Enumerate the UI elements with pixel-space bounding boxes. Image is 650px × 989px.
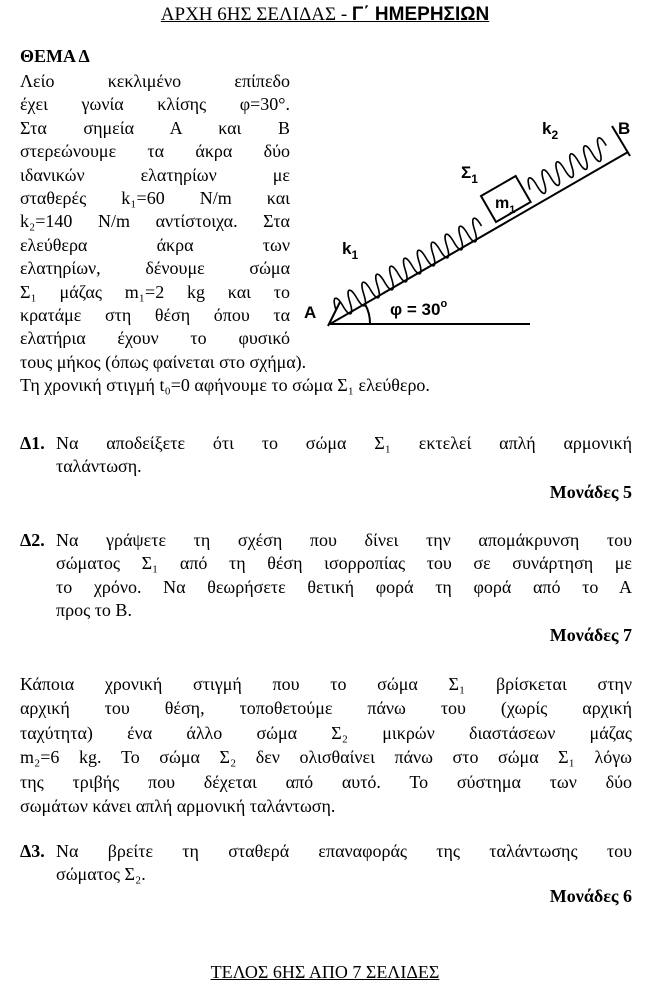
theme-title: ΘΕΜΑ Δ xyxy=(20,46,90,66)
intro-line: ελατηρίων, δένουμε σώμα xyxy=(20,258,290,279)
intro-line: στερεώνουμε τα άκρα δύο xyxy=(20,141,290,162)
question-d1 xyxy=(20,432,632,479)
intro-line: Σ₁ μάζας m₁=2 kg και το xyxy=(20,281,290,302)
intro-tail-line: τους μήκος (όπως φαίνεται στο σχήμα). xyxy=(20,352,307,372)
inclined-plane-figure xyxy=(300,112,640,332)
paragraph-line: σωμάτων κάνει απλή αρμονική ταλάντωση. xyxy=(20,796,336,817)
marks-d3: Μονάδες 6 xyxy=(549,886,632,906)
header-left: ΑΡΧΗ 6ΗΣ ΣΕΛΙΔΑΣ - xyxy=(160,4,352,25)
intro-line: ελεύθερα άκρα των xyxy=(20,234,290,255)
intro-line: Λείο κεκλιμένο επίπεδο xyxy=(20,71,290,91)
intro-line: ιδανικών ελατηρίων με xyxy=(20,164,290,185)
intro-tail-line: Τη χρονική στιγμή t₀=0 αφήνουμε το σώμα Σ₁ ελεύθερο. xyxy=(20,375,430,396)
page-footer: ΤΕΛΟΣ 6ΗΣ ΑΠΟ 7 ΣΕΛΙΔΕΣ xyxy=(210,962,440,982)
label-a: A xyxy=(304,303,317,322)
intro-tail xyxy=(20,351,632,398)
question-line: το χρόνο. Να θεωρήσετε θετική φορά τη φορά από το Α xyxy=(56,576,632,597)
label-s1: $\Sigma_1$ xyxy=(461,163,478,186)
angle-arc xyxy=(365,304,370,324)
intro-line: σταθερές k₁=60 N/m και xyxy=(20,188,290,209)
page-header xyxy=(0,4,650,26)
question-line: σώματος Σ₂. xyxy=(56,864,146,885)
question-label: Δ1. xyxy=(20,433,45,453)
question-line: Να γράψετε τη σχέση που δίνει την απομάκρυνση του xyxy=(56,530,632,550)
question-line: σώματος Σ₁ από τη θέση ισορροπίας του σε συνάρτηση με xyxy=(56,553,632,574)
intro-line: ελατήρια έχουν το φυσικό xyxy=(20,328,290,349)
question-text xyxy=(56,432,632,479)
intro-line: k₂=140 N/m αντίστοιχα. Στα xyxy=(20,211,290,232)
spring-k2 xyxy=(525,137,612,199)
marks-d1: Μονάδες 5 xyxy=(549,482,632,502)
question-line: προς το Β. xyxy=(56,600,132,621)
question-line: Να βρείτε τη σταθερά επαναφοράς της ταλάντωσης του xyxy=(56,841,632,861)
incline-line xyxy=(330,152,628,324)
label-b: B xyxy=(618,119,631,138)
question-text xyxy=(56,840,632,887)
intro-line: κρατάμε στη θέση όπου τα xyxy=(20,305,290,326)
intro-line: έχει γωνία κλίσης φ=30°. xyxy=(20,94,290,115)
question-line: ταλάντωση. xyxy=(56,456,142,477)
paragraph-line: Κάποια χρονική στιγμή που το σώμα Σ₁ βρίσκεται στην xyxy=(20,674,632,694)
question-d2 xyxy=(20,529,632,623)
question-label: Δ3. xyxy=(20,841,45,861)
paragraph-line: αρχική του θέση, τοποθετούμε πάνω του (χωρίς αρχική xyxy=(20,698,632,719)
question-text xyxy=(56,529,632,623)
header-right: Γ΄ ΗΜΕΡΗΣΙΩΝ xyxy=(351,4,490,25)
intro-line: Στα σημεία Α και Β xyxy=(20,117,290,138)
label-m1: $m_1$ xyxy=(495,195,516,216)
label-k1: $k_1$ xyxy=(342,239,359,262)
marks-d2: Μονάδες 7 xyxy=(549,625,632,645)
question-label: Δ2. xyxy=(20,530,45,550)
label-k2: $k_2$ xyxy=(542,119,559,142)
paragraph-line: m₂=6 kg. Το σώμα Σ₂ δεν ολισθαίνει πάνω στο σώμα Σ₁ λόγω xyxy=(20,747,632,768)
question-d3 xyxy=(20,840,632,887)
paragraph-s2 xyxy=(20,672,632,818)
paragraph-line: της τριβής που δέχεται από αυτό. Το σύστημα των δύο xyxy=(20,771,632,792)
paragraph-line: ταχύτητα) ένα άλλο σώμα Σ₂ μικρών διαστάσεων μάζας xyxy=(20,722,632,743)
question-line: Να αποδείξετε ότι το σώμα Σ₁ εκτελεί απλή αρμονική xyxy=(56,433,632,453)
angle-label: $\varphi = 30^o$ xyxy=(390,298,448,319)
intro-text xyxy=(20,70,290,351)
